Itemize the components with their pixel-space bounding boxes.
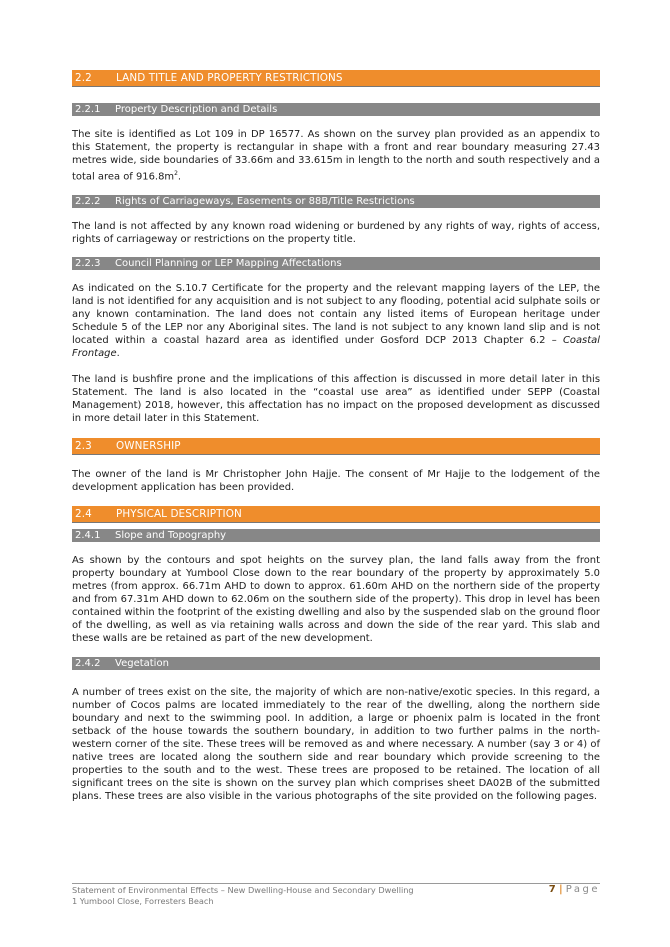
subsection-title: Vegetation	[115, 658, 169, 670]
paragraph-planning-affectations	[72, 282, 600, 360]
section-number: 2.4	[75, 508, 92, 521]
subsection-number: 2.2.1	[75, 104, 101, 115]
section-title: OWNERSHIP	[116, 440, 181, 453]
subsection-title: Rights of Carriageways, Easements or 88B/Title Restrictions	[115, 196, 415, 208]
page-footer	[72, 883, 600, 906]
paragraph-bushfire: The land is bushfire prone and the implications of this affection is discussed in more detail later in this Statement. The land is also located in the “coastal use area” as identified under SEPP (Coastal Management) 2018, however, this affectation has no impact on the proposed development as discussed in more detail later in this Statement.	[72, 374, 600, 425]
section-heading-2-4	[72, 506, 600, 523]
subsection-number: 2.2.3	[75, 258, 101, 270]
page-number: 7	[548, 884, 556, 895]
section-heading-2-3	[72, 438, 600, 455]
italic-text: Coastal Frontage	[72, 335, 600, 360]
paragraph-vegetation: A number of trees exist on the site, the majority of which are non-native/exotic species. In this regard, a number of Cocos palms are located immediately to the rear of the dwelling, along the northern side boundary and next to the swimming pool. In addition, a large or phoenix palm is located in the front setback of the house towards the southern boundary, in addition to two further palms in the north-western corner of the site. These trees will be removed as and where necessary. A number (say 3 or 4) of native trees are located along the southern side and rear boundary which provide screening to the properties to the south and to the west. These trees are proposed to be retained. The location of all significant trees on the site is shown on the survey plan which comprises sheet DA02B of the submitted plans. These trees are also visible in the various photographs of the site provided on the following pages.	[72, 687, 600, 803]
section-number: 2.2	[75, 72, 92, 84]
footer-document-info	[72, 885, 414, 906]
footer-page-indicator	[549, 885, 600, 896]
subsection-title: Slope and Topography	[115, 530, 227, 542]
paragraph-carriageways: The land is not affected by any known road widening or burdened by any rights of way, rights of access, rights of carriageway or restrictions on the property title.	[72, 221, 600, 246]
footer-address: 1 Yumbool Close, Forresters Beach	[72, 895, 214, 906]
paragraph-property-description	[72, 128, 600, 183]
subsection-heading-2-4-1	[72, 529, 600, 542]
section-number: 2.3	[75, 440, 92, 453]
subsection-heading-2-2-1	[72, 103, 600, 116]
page-separator: |	[558, 884, 563, 895]
text-run: The site is identified as Lot 109 in DP 16577. As shown on the survey plan provided as an appendix to this Statement, the property is rectangular in shape with a front and rear boundary measuring 27.43 metres wide, side boundaries of 33.66m and 33.615m in length to the north and south respectively and a total area of 916.8m	[72, 129, 600, 183]
document-page	[72, 70, 600, 803]
subsection-number: 2.4.1	[75, 530, 101, 542]
text-run: .	[177, 171, 182, 183]
subsection-heading-2-4-2	[72, 657, 600, 670]
subsection-title: Council Planning or LEP Mapping Affectations	[115, 258, 342, 270]
paragraph-ownership: The owner of the land is Mr Christopher John Hajje. The consent of Mr Hajje to the lodgement of the development application has been provided.	[72, 469, 600, 494]
text-run: As indicated on the S.10.7 Certificate for the property and the relevant mapping layers of the LEP, the land is not identified for any acquisition and is not subject to any flooding, potential acid sulphate soils or any known contamination. The land does not contain any listed items of European heritage under Schedule 5 of the LEP nor any Aboriginal sites. The land is not subject to any known land slip and is not located within a coastal hazard area as identified under Gosford DCP 2013 Chapter 6.2 –	[72, 283, 600, 347]
subsection-number: 2.2.2	[75, 196, 101, 208]
text-run: .	[116, 348, 120, 360]
section-title: LAND TITLE AND PROPERTY RESTRICTIONS	[116, 72, 343, 84]
subsection-title: Property Description and Details	[115, 104, 278, 115]
page-label: Page	[565, 884, 600, 895]
superscript: 2	[174, 170, 178, 177]
section-title: PHYSICAL DESCRIPTION	[116, 508, 242, 521]
subsection-heading-2-2-2	[72, 195, 600, 208]
section-heading-2-2	[72, 70, 600, 87]
subsection-heading-2-2-3	[72, 257, 600, 270]
paragraph-slope-topography: As shown by the contours and spot heights on the survey plan, the land falls away from the front property boundary at Yumbool Close down to the rear boundary of the property by approximately 5.0 metres (from approx. 66.71m AHD to down to approx. 61.60m AHD on the northern side of the property and from 67.31m AHD down to 62.06m on the southern side of the property). This drop in level has been contained within the footprint of the existing dwelling and also by the suspended slab on the ground floor of the dwelling, as well as via retaining walls across and down the side of the rear yard. This slab and these walls are be retained as part of the new development.	[72, 555, 600, 645]
footer-title: Statement of Environmental Effects – New Dwelling-House and Secondary Dwelling	[72, 885, 414, 895]
subsection-number: 2.4.2	[75, 658, 101, 670]
